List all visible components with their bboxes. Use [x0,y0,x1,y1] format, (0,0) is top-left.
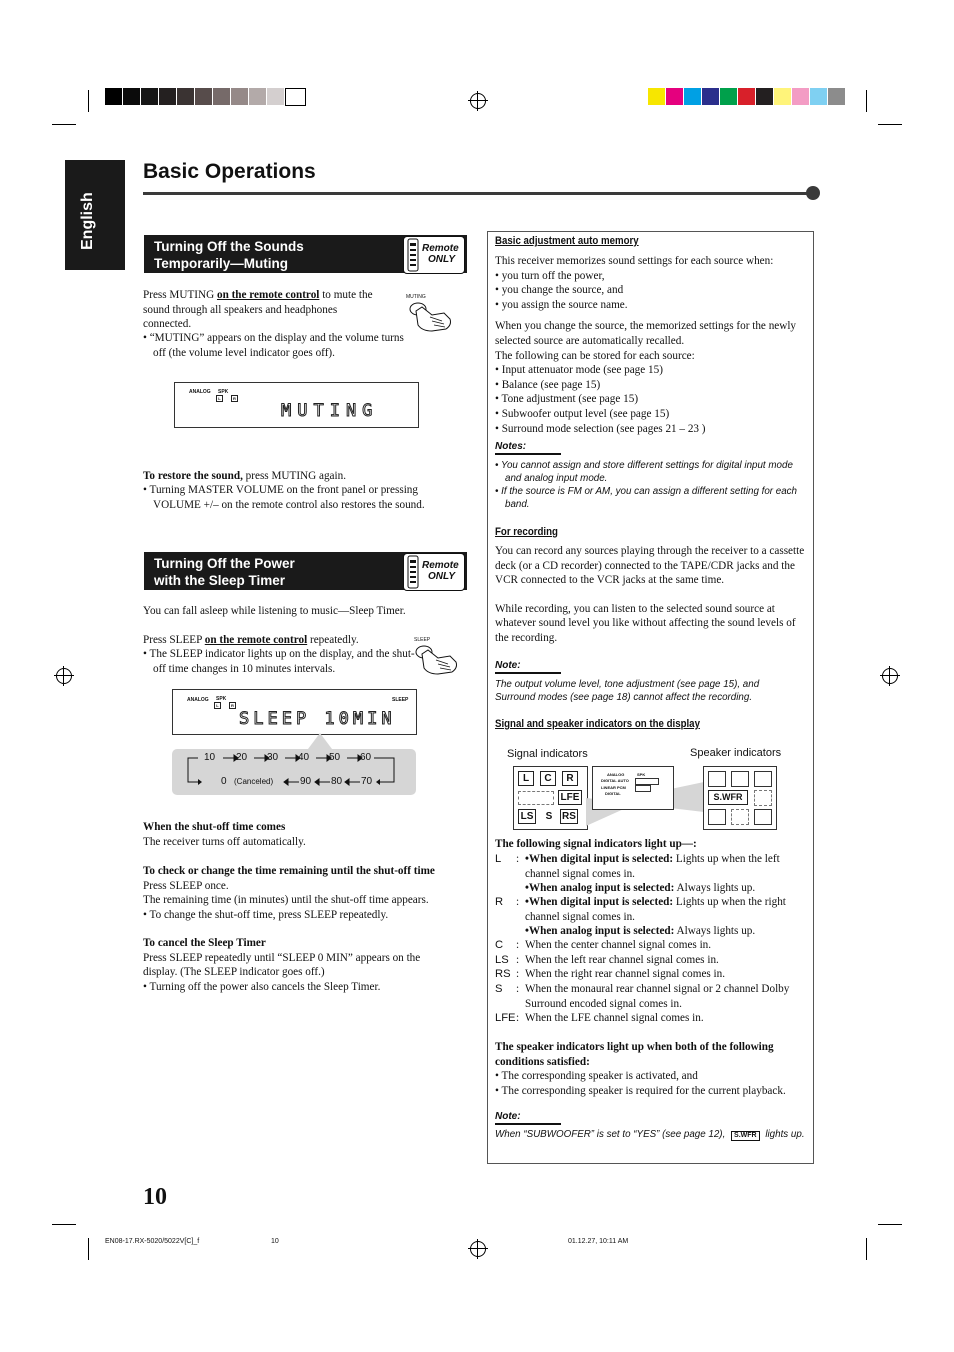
sleep-intro: You can fall asleep while listening to music—Sleep Timer. [143,605,406,617]
hand-pressing-icon [408,301,456,333]
cycle-step: 0 [221,776,227,787]
speaker-icon [754,790,772,806]
remote-only-badge: Remote ONLY [403,236,465,274]
language-tab: English [65,160,125,270]
signal-indicators-label: Signal indicators [507,748,588,760]
list-item: • Tone adjustment (see page 15) [495,393,639,406]
speaker-icon [708,809,726,825]
recording-section: You can record any sources playing through the receiver to a cassette deck (or a CD recorder) connected to the TAPE/CDR jacks and the VCR connected to the VCR jacks at the same time. While recording, you can listen to the selected sound source at whatever sound level you like without affecting the sound levels of the recording. [495,545,805,644]
registration-mark-top [470,93,486,109]
list-item: • Surround mode selection (see pages 21 – 23 ) [495,422,706,435]
hand-pressing-icon [414,644,460,676]
list-item: • If the source is FM or AM, you can assign a different setting for each band. [495,486,798,510]
recording-heading: For recording [495,526,558,538]
registration-mark-right [882,668,898,684]
indicator-row-c: C : When the center channel signal comes in. [495,939,712,951]
final-note-heading: Note: [495,1111,561,1125]
title-rule [143,192,813,195]
list-item: • The corresponding speaker is activated, and [495,1070,698,1083]
page-title: Basic Operations [143,160,316,183]
speaker-indicator-grid [703,766,777,830]
cycle-step: 40 [298,752,310,763]
list-item: • you turn off the power, [495,269,605,282]
signal-l: L [518,771,534,786]
indicator-row-ls: LS : When the left rear channel signal comes in. [495,954,719,966]
list-item: • you assign the source name. [495,298,628,311]
indicator-row-lfe: LFE : When the LFE channel signal comes in. [495,1012,704,1024]
indicator-row-s: S : When the monaural rear channel signal or 2 channel Dolby Surround encoded signal comes in. [495,983,790,1010]
sleep-bullet: • The SLEEP indicator lights up on the display, and the shut-off time changes in 10 minutes intervals. [143,648,415,675]
check-section: To check or change the time remaining until the shut-off time Press SLEEP once. The remaining time (in minutes) until the shut-off time appears. • To change the shut-off time, press SLEEP repeatedly. [143,865,435,921]
cycle-step: 30 [267,752,279,763]
signal-rs: RS [560,809,578,824]
sleep-display: ANALOG SPK L R SLEEP SLEEP 10MIN [172,689,417,735]
cycle-step: 50 [329,752,341,763]
signal-c: C [540,771,556,786]
sleep-heading: Turning Off the Power with the Sleep Timer Remote ONLY [144,552,467,590]
restore-bullet: • Turning MASTER VOLUME on the front panel or pressing VOLUME +/– on the remote control also restores the sound. [143,484,425,511]
indicators-heading: Signal and speaker indicators on the display [495,718,700,730]
list-item: • Balance (see page 15) [495,378,601,391]
muting-instructions: Press MUTING on the remote control to mute the sound through all speakers and headphones connected. [143,289,373,331]
sleep-button-illustration: SLEEP [414,637,460,677]
cycle-step: (Canceled) [234,777,274,786]
title-rule-dot [806,186,820,200]
speaker-icon [754,771,772,787]
restore-sound: To restore the sound, press MUTING again. [143,470,347,482]
speaker-swfr: S.WFR [708,790,748,805]
mem-heading: Basic adjustment auto memory [495,235,639,247]
cycle-step: 90 [300,776,312,787]
muting-bullet: • “MUTING” appears on the display and the volume turns off (the volume level indicator goes off). [143,332,404,359]
notes-heading: Notes: [495,441,561,455]
cycle-step: 10 [204,752,216,763]
cycle-step: 20 [236,752,248,763]
cancel-section: To cancel the Sleep Timer Press SLEEP repeatedly until “SLEEP 0 MIN” appears on the display. (The SLEEP indicator goes off.) • Turning off the power also cancels the Sleep Timer. [143,937,421,993]
footer-page: 10 [271,1238,279,1245]
light-heading: The following signal indicators light up—: [495,838,697,850]
final-note: When “SUBWOOFER” is set to “YES” (see page 12), S.WFR lights up. [495,1129,805,1140]
mini-display: ANALOG DIGITAL AUTO LINEAR PCM DIGITAL SPK [592,766,674,810]
signal-ls: LS [518,809,536,824]
signal-indicator-grid [513,766,588,830]
indicator-row-rs: RS : When the right rear channel signal comes in. [495,968,726,980]
muting-heading: Turning Off the Sounds Temporarily—Muting Remote ONLY [144,235,467,273]
list-item: • The corresponding speaker is required for the current playback. [495,1084,786,1097]
remote-only-badge: Remote ONLY [403,553,465,591]
cycle-step: 60 [360,752,372,763]
list-item: • Input attenuator mode (see page 15) [495,364,663,377]
speaker-icon [731,771,749,787]
footer-file: EN08-17.RX-5020/5022V[C]_f [105,1238,200,1245]
signal-r: R [562,771,578,786]
signal-s: S [542,809,556,824]
remote-control-icon [406,555,420,589]
list-item: • You cannot assign and store different settings for digital input mode and analog input mode. [495,460,793,484]
sleep-instructions: Press SLEEP on the remote control repeatedly. [143,634,359,646]
signal-lfe: LFE [558,790,582,805]
indicator-row-r: R : •When digital input is selected: Lights up when the right channel signal comes in. •When analog input is selected: Always lights up. [495,896,786,938]
speaker-icon [708,771,726,787]
rec-note: The output volume level, tone adjustment (see page 15), and Surround modes (see page 18) cannot affect the recording. [495,679,760,703]
speaker-indicators-label: Speaker indicators [690,747,782,759]
shutoff-section: When the shut-off time comes The receiver turns off automatically. [143,821,306,848]
speaker-icon [754,809,772,825]
cycle-step: 80 [331,776,343,787]
swfr-badge: S.WFR [731,1131,760,1141]
speaker-conditions: The speaker indicators light up when both of the following conditions satisfied: • The corresponding speaker is activated, and • The corresponding speaker is required for the current playback. [495,1040,807,1098]
cycle-step: 70 [361,776,373,787]
rec-note-heading: Note: [495,660,561,674]
footer-timestamp: 01.12.27, 10:11 AM [568,1238,629,1245]
list-item: • Subwoofer output level (see page 15) [495,407,670,420]
notes-list [495,459,805,511]
speaker-icon [731,809,749,825]
mem-section: This receiver memorizes sound settings for each source when: • you turn off the power, • you change the source, and • you assign the source name. When you change the source, the memorized settings for the newly selected source are automatically recalled. The following can be stored for each source: • Input attenuator mode (see page 15) • Balance (see page 15) • Tone adjustment (see page 15) • Subwoofer output level (see page 15) • Surround mode selection (see pages 21 – 23 ) [495,254,805,436]
registration-mark-left [56,668,72,684]
sleep-cycle-panel [172,733,417,795]
list-item: • you change the source, and [495,284,624,297]
page-number: 10 [143,1184,167,1210]
registration-mark-bottom [470,1241,486,1257]
muting-button-illustration: MUTING [406,294,456,334]
remote-control-icon [406,238,420,272]
indicator-row-l: L : •When digital input is selected: Lights up when the left channel signal comes in. •When analog input is selected: Always lights up. [495,853,780,895]
muting-display: ANALOG SPK L R MUTING [174,382,419,428]
